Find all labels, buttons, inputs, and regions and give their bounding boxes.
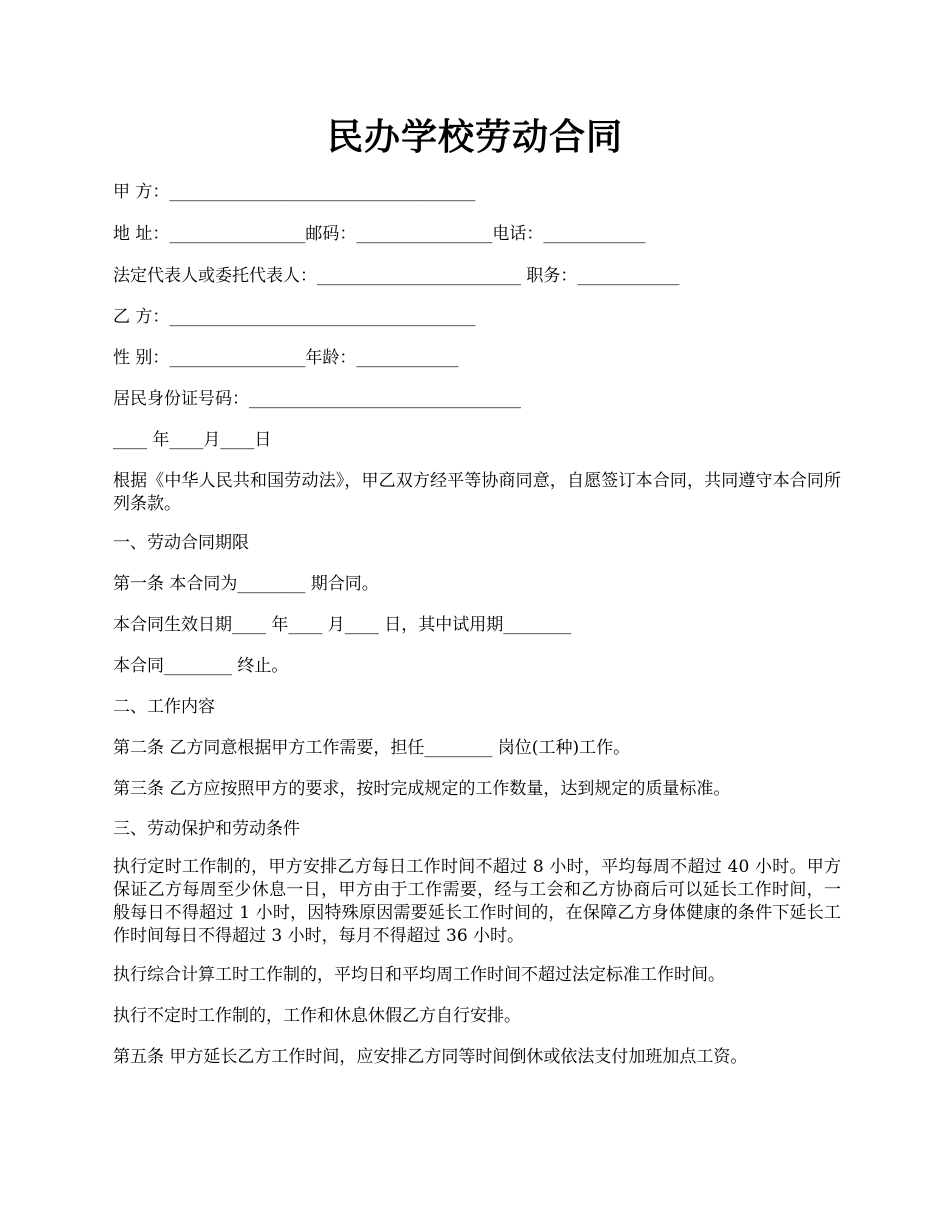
article-3: 第三条 乙方应按照甲方的要求，按时完成规定的工作数量，达到规定的质量标准。 <box>113 779 731 799</box>
article-5: 第五条 甲方延长乙方工作时间，应安排乙方同等时间倒休或依法支付加班加点工资。 <box>113 1047 748 1067</box>
effective-date-line: 本合同生效日期____ 年____ 月____ 日，其中试用期________ <box>113 615 572 635</box>
gender-age-line: 性 别：________________年龄：____________ <box>113 348 459 368</box>
article-2: 第二条 乙方同意根据甲方工作需要，担任________ 岗位(工种)工作。 <box>113 738 631 758</box>
legal-representative-line: 法定代表人或委托代表人：________________________ 职务：____________ <box>113 266 680 286</box>
document-title: 民办学校劳动合同 <box>326 116 623 158</box>
preamble-paragraph: 根据《中华人民共和国劳动法》，甲乙双方经平等协商同意，自愿签订本合同，共同遵守本合同所列条款。 <box>113 471 841 514</box>
party-a-field: 甲 方：____________________________________ <box>113 182 476 202</box>
section-heading-term: 一、劳动合同期限 <box>113 533 249 553</box>
comprehensive-hours-line: 执行综合计算工时工作制的，平均日和平均周工作时间不超过法定标准工作时间。 <box>113 965 725 985</box>
termination-line: 本合同________ 终止。 <box>113 656 289 676</box>
section-heading-labor-protection: 三、劳动保护和劳动条件 <box>113 819 300 839</box>
working-hours-paragraph: 执行定时工作制的，甲方安排乙方每日工作时间不超过 8 小时，平均每周不超过 40 小时。甲方保证乙方每周至少休息一日，甲方由于工作需要，经与工会和乙方协商后可以延长工作时间，一般每日不得超过 1 小时，因特殊原因需要延长工作时间的，在保障乙方身体健康的条件下延长工作时间每日不得超过 3 小时，每月不得超过 36 小时。 <box>113 857 841 946</box>
id-number-line: 居民身份证号码：________________________________ <box>113 389 521 409</box>
flexible-hours-line: 执行不定时工作制的，工作和休息休假乙方自行安排。 <box>113 1006 521 1026</box>
section-heading-work-content: 二、工作内容 <box>113 697 215 717</box>
date-line: ____ 年____月____日 <box>113 430 272 450</box>
party-b-field: 乙 方：____________________________________ <box>113 307 476 327</box>
address-line: 地 址：________________邮码：________________电话：____________ <box>113 224 646 244</box>
article-1: 第一条 本合同为________ 期合同。 <box>113 574 379 594</box>
